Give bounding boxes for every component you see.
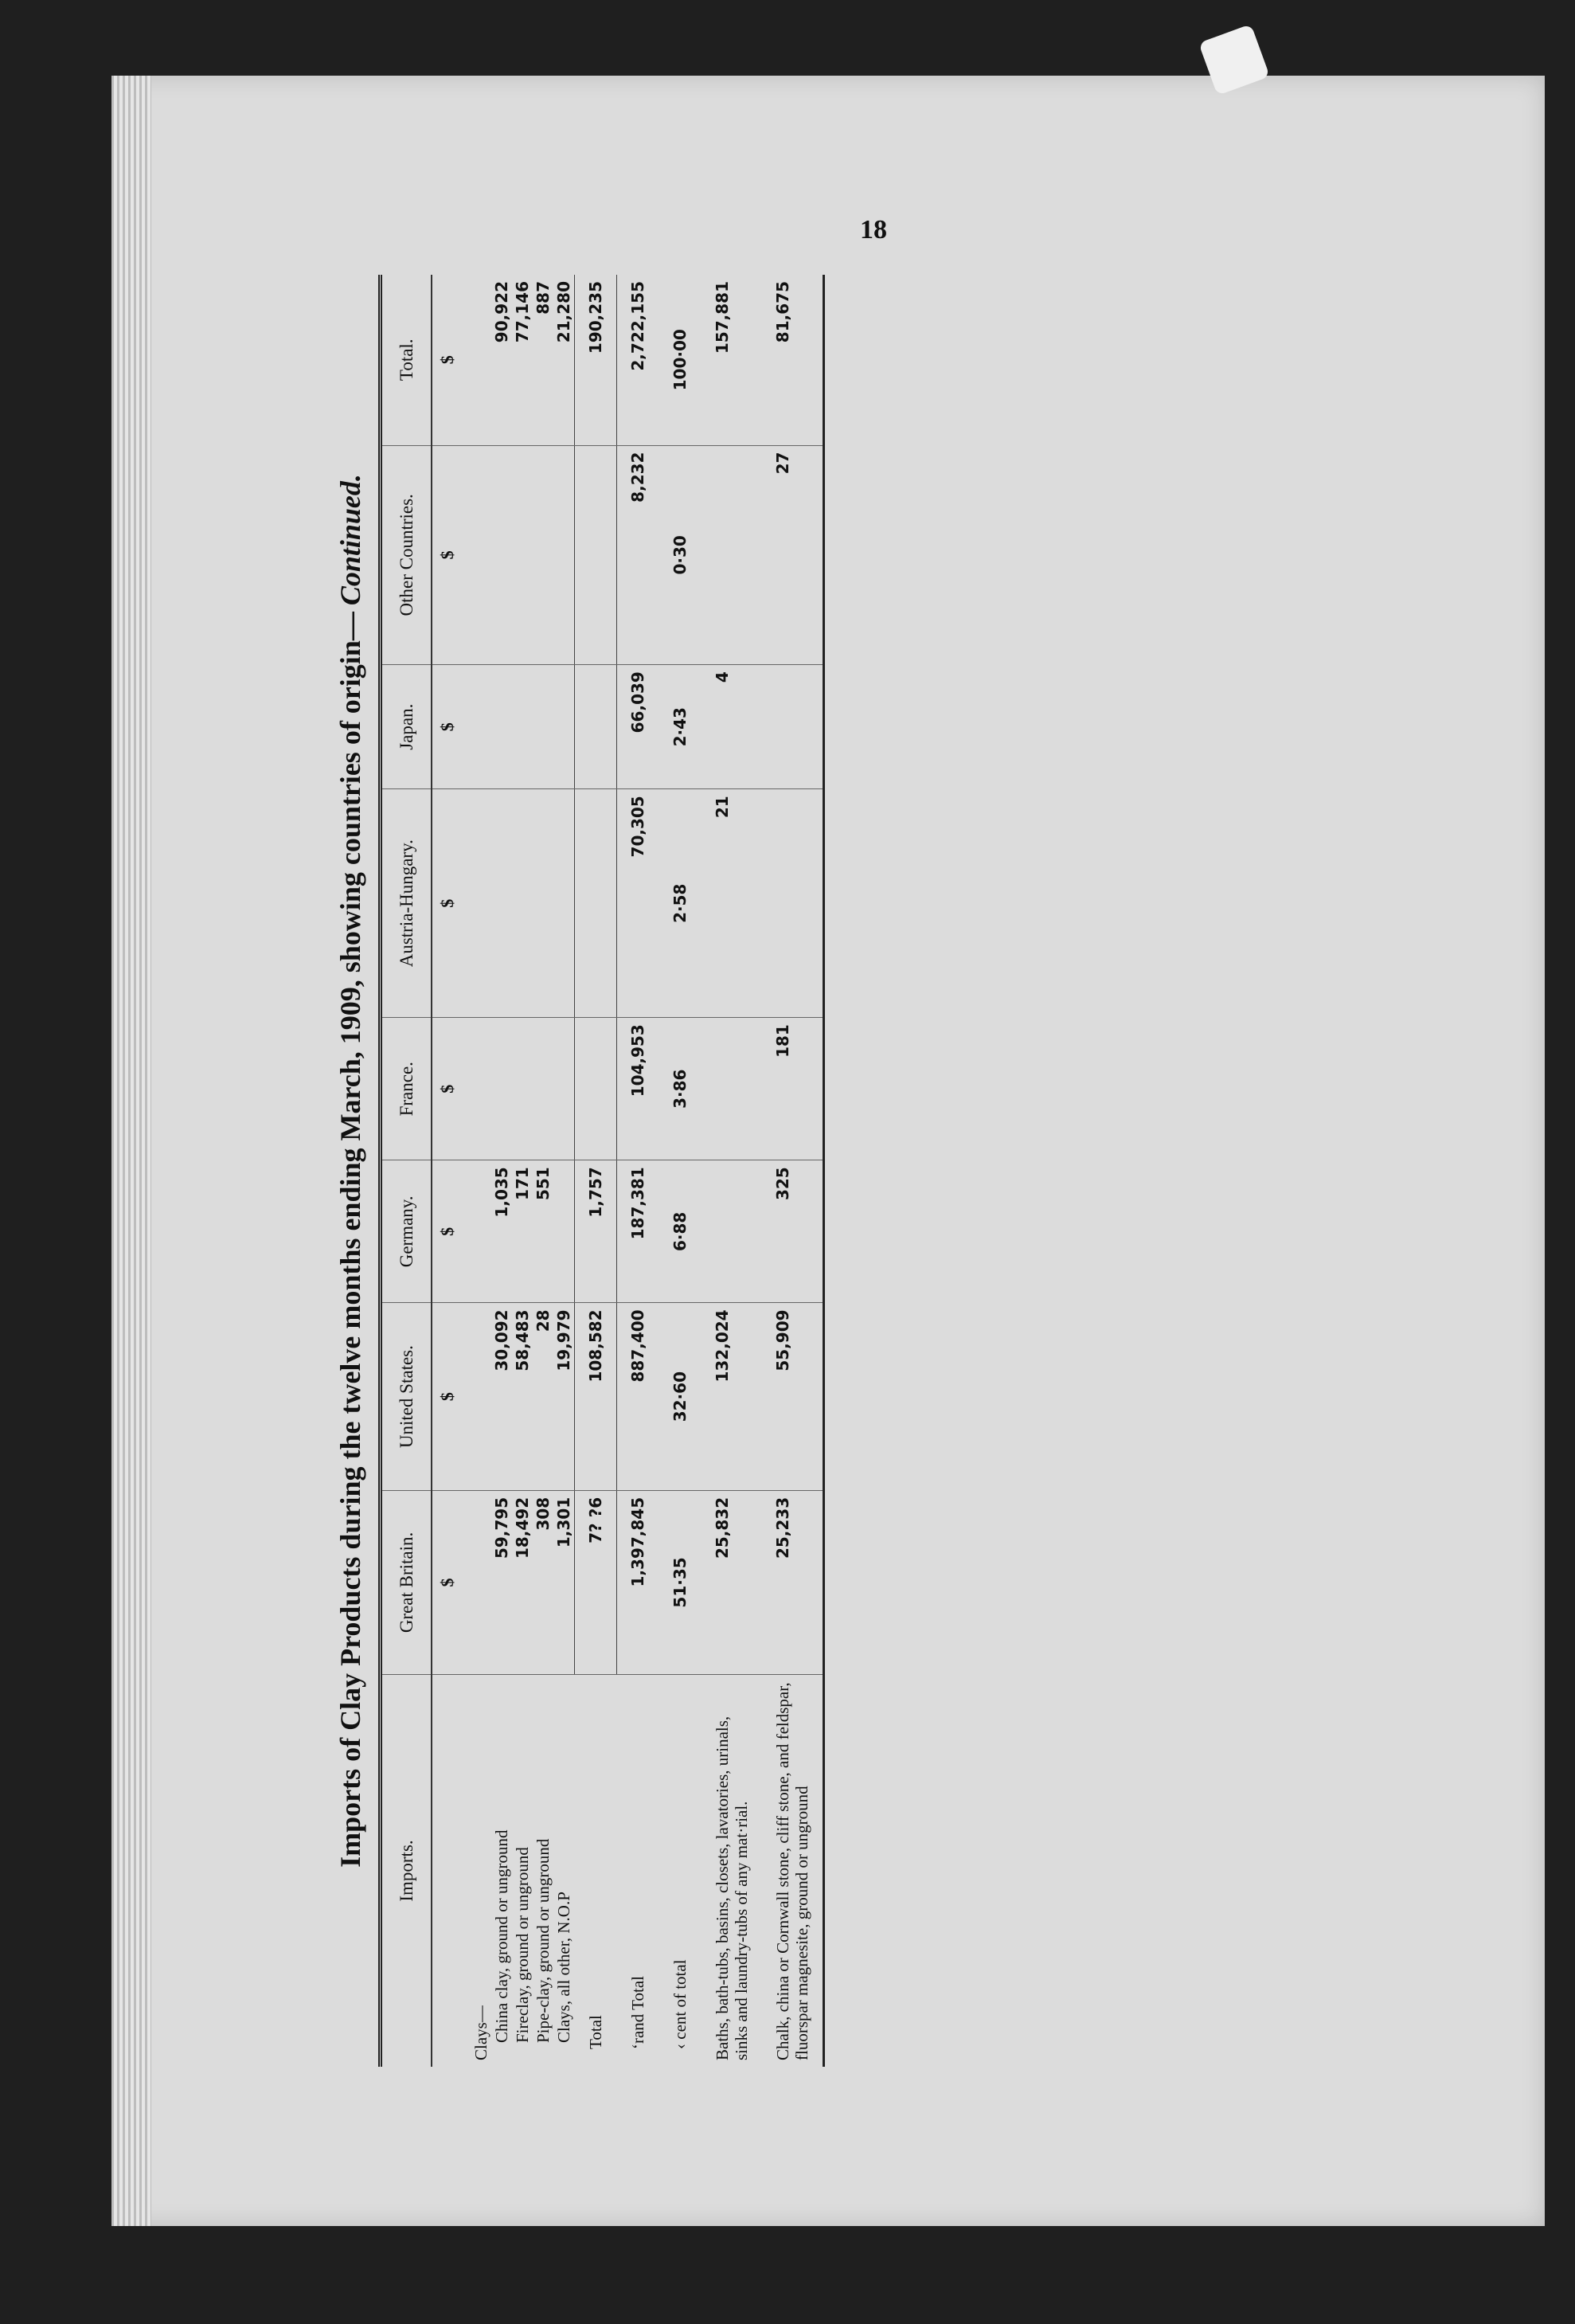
cell-value: 25,832 [702, 1490, 762, 1674]
cell-value: 181 [762, 1018, 824, 1160]
cell-value: 1,397,845 [617, 1490, 659, 1674]
cell-value: 25,233 [762, 1490, 824, 1674]
cell-value: 132,024 [702, 1303, 762, 1490]
cell-value: 90,922 [492, 281, 512, 343]
cell-value: 1,035 [492, 1167, 512, 1218]
header-imports: Imports. [381, 1675, 432, 2068]
cell-value: 77,146 [513, 281, 533, 343]
row-label: ‘rand Total [627, 1975, 647, 2049]
imports-table [378, 275, 825, 2067]
clays-group-row [471, 275, 575, 2067]
cell-value: 7? ?6 [575, 1490, 617, 1674]
table-row-percent [659, 275, 702, 2067]
cell-value: 887,400 [617, 1303, 659, 1490]
cell-value: 27 [762, 445, 824, 665]
cell-value: 100·00 [659, 275, 702, 445]
unit-symbol: $ [432, 1018, 471, 1160]
row-label: Chalk, china or Cornwall stone, cliff stone, and feldspar, fluorspar magnesite, ground or unground [772, 1682, 811, 2060]
page-number: 18 [860, 215, 887, 245]
cell-value: 0·30 [659, 445, 702, 665]
header-row [381, 275, 432, 2067]
unit-symbol: $ [432, 789, 471, 1018]
header-austria-hungary: Austria-Hungary. [381, 789, 432, 1018]
cell-value: 58,483 [513, 1309, 533, 1371]
cell-value: 6·88 [659, 1160, 702, 1303]
unit-symbol: $ [432, 445, 471, 665]
unit-symbol: $ [432, 1160, 471, 1303]
row-label: Clays, all other, N.O.P [554, 1892, 574, 2043]
section-clays: Clays— [471, 2005, 491, 2060]
cell-value: 66,039 [617, 665, 659, 789]
cell-value: 1,301 [554, 1497, 574, 1548]
cell-value: 55,909 [762, 1303, 824, 1490]
cell-value: 308 [533, 1497, 553, 1531]
table-row-total [575, 275, 617, 2067]
unit-symbol: $ [432, 1490, 471, 1674]
cell-value: 887 [533, 281, 553, 315]
cell-value: 28 [533, 1309, 553, 1332]
cell-value: 190,235 [575, 275, 617, 445]
cell-value: 4 [702, 665, 762, 789]
cell-value: 18,492 [513, 1497, 533, 1559]
cell-value: 104,953 [617, 1018, 659, 1160]
unit-symbol: $ [432, 275, 471, 445]
unit-row [432, 275, 471, 2067]
row-label: Fireclay, ground or unground [513, 1847, 533, 2043]
header-france: France. [381, 1018, 432, 1160]
row-label: Pipe-clay, ground or unground [533, 1838, 553, 2043]
row-label: ‹ cent of total [670, 1959, 690, 2049]
cell-value: 8,232 [617, 445, 659, 665]
header-total: Total. [381, 275, 432, 445]
title-continued: Continued. [334, 474, 366, 606]
cell-value: 108,582 [575, 1303, 617, 1490]
unit-symbol: $ [432, 665, 471, 789]
header-germany: Germany. [381, 1160, 432, 1303]
cell-value: 171 [513, 1167, 533, 1201]
cell-value: 1,757 [575, 1160, 617, 1303]
header-other-countries: Other Countries. [381, 445, 432, 665]
cell-value: 51·35 [659, 1490, 702, 1674]
table-row-chalk [762, 275, 824, 2067]
cell-value: 2,722,155 [617, 275, 659, 445]
cell-value: 21 [702, 789, 762, 1018]
table-title [322, 275, 378, 2067]
page-edge-stack [111, 76, 151, 2226]
row-label: Baths, bath-tubs, basins, closets, lavatories, urinals, sinks and laundry-tubs of any mat·rial. [712, 1716, 751, 2060]
cell-value: 157,881 [702, 275, 762, 445]
cell-value: 32·60 [659, 1303, 702, 1490]
rotated-table-block [322, 275, 1055, 2067]
cell-value: 21,280 [554, 281, 574, 343]
row-label: China clay, ground or unground [492, 1829, 512, 2043]
cell-value: 81,675 [762, 275, 824, 445]
cell-value: 2·43 [659, 665, 702, 789]
cell-value: 3·86 [659, 1018, 702, 1160]
header-japan: Japan. [381, 665, 432, 789]
table-row-baths [702, 275, 762, 2067]
cell-value: 19,979 [554, 1309, 574, 1371]
unit-symbol: $ [432, 1303, 471, 1490]
cell-value: 30,092 [492, 1309, 512, 1371]
cell-value: 59,795 [492, 1497, 512, 1559]
title-main: Imports of Clay Products during the twelve months ending March, 1909, showing countries of origin— [334, 612, 366, 1868]
cell-value: 551 [533, 1167, 553, 1201]
row-label: Total [585, 2015, 605, 2049]
cell-value: 325 [762, 1160, 824, 1303]
header-great-britain: Great Britain. [381, 1490, 432, 1674]
table-row-grand-total [617, 275, 659, 2067]
cell-value: 70,305 [617, 789, 659, 1018]
cell-value: 2·58 [659, 789, 702, 1018]
cell-value: 187,381 [617, 1160, 659, 1303]
header-united-states: United States. [381, 1303, 432, 1490]
